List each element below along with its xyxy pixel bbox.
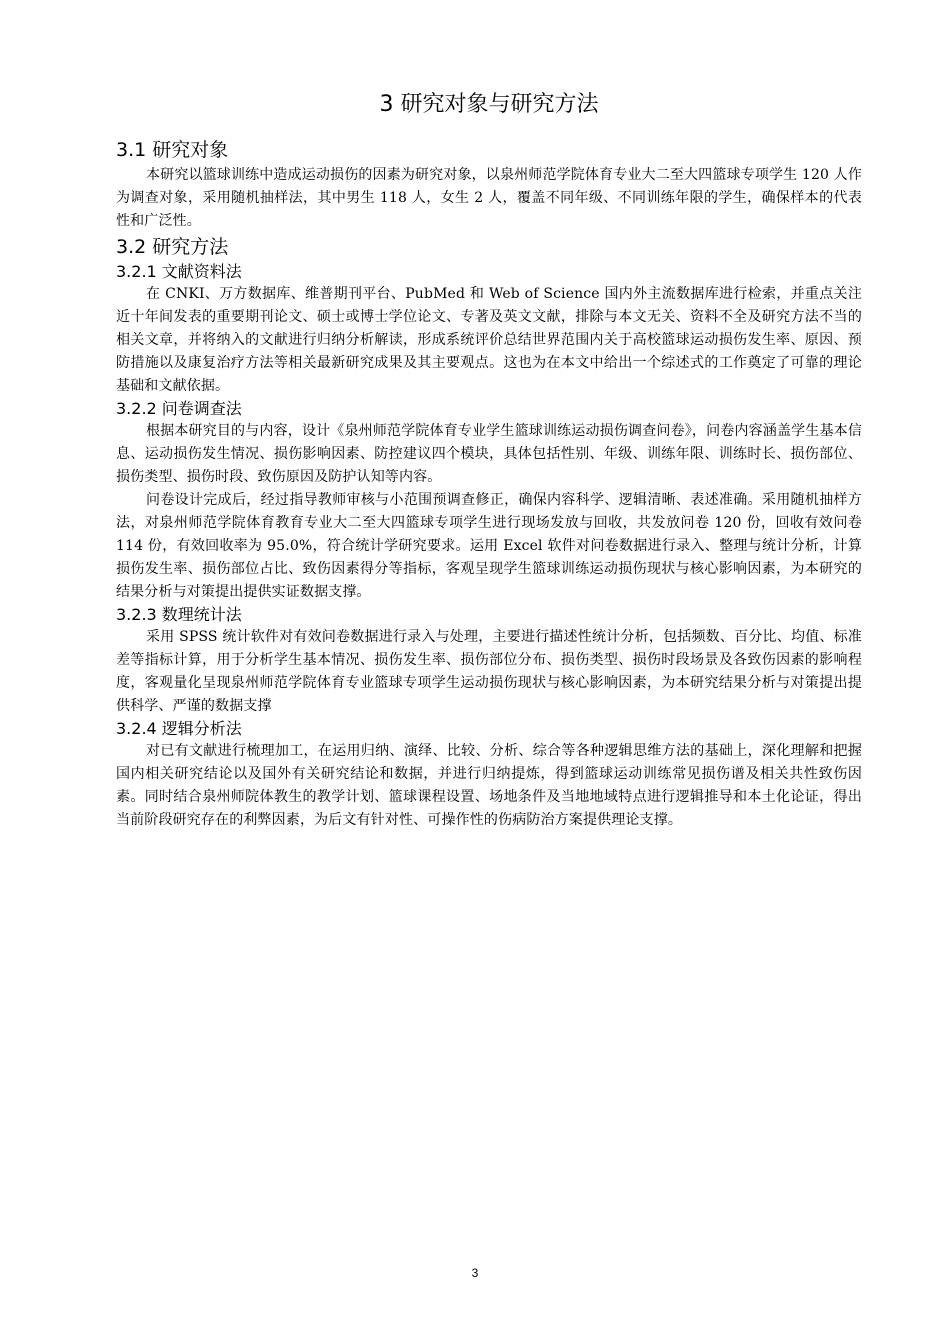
section-heading-3-2: 3.2 研究方法 [116,236,229,258]
paragraph-3-2-2-b: 问卷设计完成后，经过指导教师审核与小范围预调查修正，确保内容科学、逻辑清晰、表述准确。采用随机抽样方法，对泉州师范学院体育教育专业大二至大四篮球专项学生进行现场发放与回收，共发放问卷 120 份，回收有效问卷 114 份，有效回收率为 95.0%，符合统计学研究要求。运用 Excel 软件对问卷数据进行录入、整理与统计分析，计算损伤发生率、损伤部位占比、致伤因素得分等指标，客观呈现学生篮球训练运动损伤现状与核心影响因素，为本研究的结果分析与对策提出提供实证数据支撑。 [116,492,863,600]
chapter-title: 3 研究对象与研究方法 [379,92,599,117]
subsection-heading-3-2-2: 3.2.2 问卷调查法 [116,399,242,418]
paragraph-3-2-2-a: 根据本研究目的与内容，设计《泉州师范学院体育专业学生篮球训练运动损伤调查问卷》，问卷内容涵盖学生基本信息、运动损伤发生情况、损伤影响因素、防控建议四个模块，具体包括性别、年级、训练年限、训练时长、损伤部位、损伤类型、损伤时段、致伤原因及防护认知等内容。 [116,423,862,485]
paragraph-3-2-3: 采用 SPSS 统计软件对有效问卷数据进行录入与处理，主要进行描述性统计分析，包括频数、百分比、均值、标准差等指标计算，用于分析学生基本情况、损伤发生率、损伤部位分布、损伤类型、损伤时段场景及各致伤因素的影响程度，客观量化呈现泉州师范学院体育专业篮球专项学生运动损伤现状与核心影响因素，为本研究结果分析与对策提出提供科学、严谨的数据支撑 [116,629,862,714]
document-page [116,88,862,832]
subsection-heading-3-2-1: 3.2.1 文献资料法 [116,262,242,281]
section-heading-3-1: 3.1 研究对象 [116,139,229,161]
paragraph-3-1: 本研究以篮球训练中造成运动损伤的因素为研究对象，以泉州师范学院体育专业大二至大四篮球专项学生 120 人作为调查对象，采用随机抽样法，其中男生 118 人，女生 2 人，覆盖不同年级、不同训练年限的学生，确保样本的代表性和广泛性。 [116,167,862,229]
paragraph-3-2-4: 对已有文献进行梳理加工，在运用归纳、演绎、比较、分析、综合等各种逻辑思维方法的基础上，深化理解和把握国内相关研究结论以及国外有关研究结论和数据，并进行归纳提炼，得到篮球运动训练常见损伤谱及相关共性致伤因素。同时结合泉州师院体教生的教学计划、篮球课程设置、场地条件及当地地域特点进行逻辑推导和本土化论证，得出当前阶段研究存在的利弊因素，为后文有针对性、可操作性的伤病防治方案提供理论支撑。 [116,743,862,828]
subsection-heading-3-2-4: 3.2.4 逻辑分析法 [116,719,242,738]
page-number: 3 [471,1266,479,1280]
subsection-heading-3-2-3: 3.2.3 数理统计法 [116,605,242,624]
paragraph-3-2-1: 在 CNKI、万方数据库、维普期刊平台、PubMed 和 Web of Science 国内外主流数据库进行检索，并重点关注近十年间发表的重要期刊论文、硕士或博士学位论文、专著及英文文献，排除与本文无关、资料不全及研究方法不当的相关文章，并将纳入的文献进行归纳分析解读，形成系统评价总结世界范围内关于高校篮球运动损伤发生率、原因、预防措施以及康复治疗方法等相关最新研究成果及其主要观点。这也为在本文中给出一个综述式的工作奠定了可靠的理论基础和文献依据。 [116,286,862,394]
